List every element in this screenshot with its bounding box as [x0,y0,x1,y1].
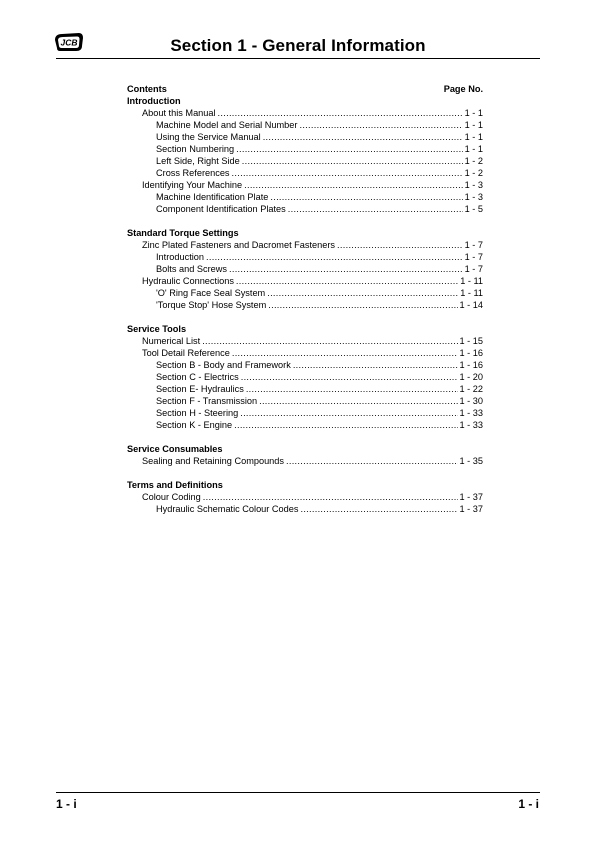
toc-entry[interactable] [127,119,483,131]
toc-section-title: Standard Torque Settings [127,228,239,238]
toc-entry-page: 1 - 2 [464,156,483,166]
toc-dot-leader [337,239,463,251]
toc-entry-label: Identifying Your Machine [142,180,243,190]
toc-entry-page: 1 - 16 [459,360,483,370]
toc-header [127,83,483,95]
toc-entry-page: 1 - 11 [460,288,483,298]
toc-entry-page: 1 - 37 [459,504,483,514]
toc-entry[interactable] [127,359,483,371]
toc-entry-page: 1 - 16 [459,348,483,358]
toc-entry[interactable] [127,419,483,431]
toc-entry-page: 1 - 7 [464,240,483,250]
toc-dot-leader [236,143,462,155]
toc-entry-page: 1 - 33 [459,408,483,418]
toc-entry-page: 1 - 20 [459,372,483,382]
toc-dot-leader [259,395,457,407]
toc-entry[interactable] [127,251,483,263]
toc-entry-page: 1 - 33 [459,420,483,430]
toc-entry-label: Section F - Transmission [156,396,258,406]
toc-entry[interactable] [127,167,483,179]
toc-entry-page: 1 - 14 [459,300,483,310]
contents-label: Contents [127,84,167,94]
page-title: Section 1 - General Information [170,36,426,55]
toc-entry-label: Bolts and Screws [156,264,227,274]
toc-entry-label: Using the Service Manual [156,132,261,142]
toc-dot-leader [268,299,457,311]
toc-entry[interactable] [127,347,483,359]
toc-entry-label: Section C - Electrics [156,372,239,382]
svg-text:JCB: JCB [60,37,78,48]
toc-dot-leader [202,335,457,347]
toc-entry-page: 1 - 1 [464,132,483,142]
toc-dot-leader [206,251,463,263]
section-spacer [127,467,483,479]
toc-entry[interactable] [127,179,483,191]
toc-section-title: Service Consumables [127,444,223,454]
toc-entry-label: Section E- Hydraulics [156,384,244,394]
toc-dot-leader [218,107,463,119]
toc-section-title: Introduction [127,96,181,106]
toc-entry[interactable] [127,287,483,299]
section-spacer [127,431,483,443]
toc-entry[interactable] [127,395,483,407]
toc-entry[interactable] [127,263,483,275]
toc-entry-page: 1 - 15 [459,336,483,346]
toc-dot-leader [234,419,457,431]
toc-dot-leader [288,203,463,215]
toc-entry-label: Tool Detail Reference [142,348,230,358]
toc-entry[interactable] [127,107,483,119]
toc-entry[interactable] [127,143,483,155]
toc-entry-page: 1 - 7 [464,252,483,262]
toc-entry-label: Cross References [156,168,230,178]
toc-dot-leader [244,179,462,191]
toc-dot-leader [229,263,463,275]
footer-page-right: 1 - i [518,797,539,811]
toc-entry-label: Section Numbering [156,144,235,154]
toc-dot-leader [300,503,457,515]
toc-entry-page: 1 - 5 [464,204,483,214]
toc-entry-page: 1 - 1 [464,120,483,130]
toc-entry-label: Colour Coding [142,492,201,502]
toc-dot-leader [241,371,458,383]
header-rule [56,58,540,59]
toc-entry-label: Component Identification Plates [156,204,286,214]
toc-entry[interactable] [127,371,483,383]
section-spacer [127,311,483,323]
toc-entry-label: Zinc Plated Fasteners and Dacromet Fasteners [142,240,336,250]
toc-entry[interactable] [127,335,483,347]
toc-entry[interactable] [127,275,483,287]
toc-entry[interactable] [127,239,483,251]
footer-page-left: 1 - i [56,797,77,811]
toc-entry-label: Numerical List [142,336,201,346]
toc-dot-leader [232,347,458,359]
toc-dot-leader [293,359,458,371]
toc-dot-leader [236,275,458,287]
toc-entry-page: 1 - 7 [464,264,483,274]
toc-entry-page: 1 - 2 [464,168,483,178]
toc-entry-page: 1 - 1 [464,144,483,154]
toc-dot-leader [299,119,462,131]
toc-entry-label: Section H - Steering [156,408,239,418]
toc-entry-label: Introduction [156,252,205,262]
toc-entry[interactable] [127,383,483,395]
toc-entry-label: Hydraulic Connections [142,276,234,286]
toc-entry-label: Section B - Body and Framework [156,360,291,370]
toc-entry[interactable] [127,407,483,419]
toc-entry-label: Section K - Engine [156,420,233,430]
toc-entry-page: 1 - 30 [459,396,483,406]
toc-entry[interactable] [127,491,483,503]
toc-section-title: Service Tools [127,324,187,334]
toc-dot-leader [240,407,457,419]
toc-entry-page: 1 - 22 [459,384,483,394]
toc-entry[interactable] [127,455,483,467]
toc-section-title: Terms and Definitions [127,480,223,490]
toc-entry-label: 'O' Ring Face Seal System [156,288,266,298]
section-spacer [127,215,483,227]
toc-entry-page: 1 - 3 [464,180,483,190]
toc-dot-leader [270,191,462,203]
toc-entry[interactable] [127,191,483,203]
toc-dot-leader [246,383,458,395]
toc-entry[interactable] [127,299,483,311]
toc-entry-label: Left Side, Right Side [156,156,240,166]
toc-entry-label: 'Torque Stop' Hose System [156,300,267,310]
toc-entry[interactable] [127,503,483,515]
toc-entry[interactable] [127,203,483,215]
toc-dot-leader [242,155,463,167]
table-of-contents [127,83,483,515]
toc-dot-leader [267,287,458,299]
toc-dot-leader [263,131,463,143]
toc-entry-page: 1 - 11 [460,276,483,286]
toc-entry-label: About this Manual [142,108,216,118]
toc-entry-page: 1 - 35 [459,456,483,466]
toc-entry-label: Hydraulic Schematic Colour Codes [156,504,299,514]
page-no-label: Page No. [443,84,483,94]
toc-entry-label: Machine Identification Plate [156,192,269,202]
toc-entry-page: 1 - 37 [459,492,483,502]
toc-entry[interactable] [127,131,483,143]
toc-entry-page: 1 - 3 [464,192,483,202]
footer-rule [56,792,540,793]
toc-dot-leader [286,455,458,467]
toc-dot-leader [203,491,458,503]
toc-entry-label: Sealing and Retaining Compounds [142,456,284,466]
toc-dot-leader [232,167,463,179]
toc-entry[interactable] [127,155,483,167]
toc-entry-label: Machine Model and Serial Number [156,120,298,130]
toc-entry-page: 1 - 1 [464,108,483,118]
